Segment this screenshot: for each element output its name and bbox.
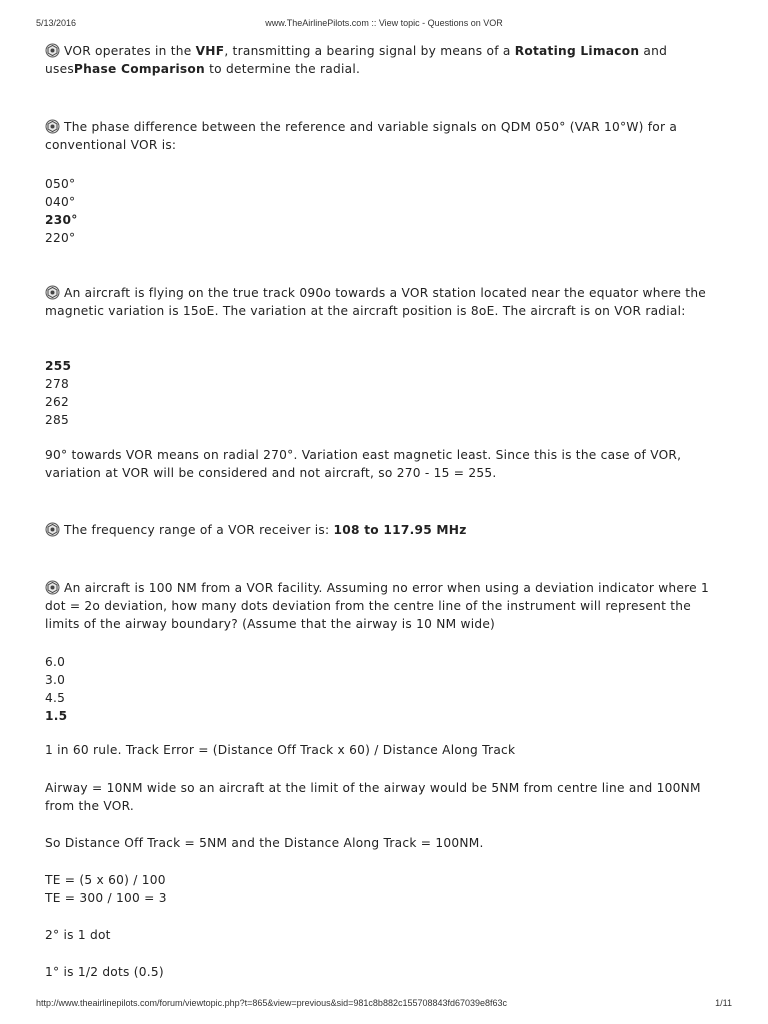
footer-url: http://www.theairlinepilots.com/forum/viewtopic.php?t=865&view=previous&sid=981c8b882c155708843fd67039e8f63c: [36, 998, 508, 1008]
post-icon: [45, 119, 60, 134]
post-icon: [45, 522, 60, 537]
question-3: An aircraft is flying on the true track 090o towards a VOR station located near the equator where the magnetic variation is 15oE. The variation at the aircraft position is 8oE. The aircraft is on VOR radial:: [45, 286, 707, 318]
post-icon: [45, 285, 60, 300]
answer: 108 to 117.95 MHz: [333, 523, 467, 537]
option: 285: [45, 413, 70, 427]
print-date: 5/13/2016: [36, 18, 77, 28]
question-4: The frequency range of a VOR receiver is: 108 to 117.95 MHz: [45, 521, 725, 539]
explanation-line: Airway = 10NM wide so an aircraft at the limit of the airway would be 5NM from centre line and 100NM from the VOR.: [45, 781, 701, 813]
page-title: www.TheAirlinePilots.com :: View topic - Questions on VOR: [265, 18, 503, 28]
option: 050°: [45, 177, 76, 191]
explanation-line: So Distance Off Track = 5NM and the Distance Along Track = 100NM.: [45, 836, 484, 850]
question-3-options: [45, 357, 71, 429]
question-3-explanation: 90° towards VOR means on radial 270°. Variation east magnetic least. Since this is the case of VOR, variation at VOR will be considered and not aircraft, so 270 - 15 = 255.: [45, 448, 682, 480]
option-correct: 230°: [45, 213, 78, 227]
question-1: VOR operates in the VHF, transmitting a bearing signal by means of a Rotating Limacon and usesPhase Comparison to determine the radial.: [45, 44, 668, 76]
explanation-line: 1 in 60 rule. Track Error = (Distance Off Track x 60) / Distance Along Track: [45, 743, 516, 757]
option: 3.0: [45, 673, 66, 687]
option-correct: 1.5: [45, 709, 68, 723]
page-number: 1/11: [715, 998, 732, 1008]
explanation-line: 2° is 1 dot: [45, 928, 111, 942]
question-2: The phase difference between the reference and variable signals on QDM 050° (VAR 10°W) for a conventional VOR is:: [45, 120, 678, 152]
explanation-line: TE = 300 / 100 = 3: [45, 891, 167, 905]
explanation-line: TE = (5 x 60) / 100: [45, 873, 166, 887]
option: 278: [45, 377, 70, 391]
option-correct: 255: [45, 359, 72, 373]
question-2-options: [45, 175, 78, 247]
option: 040°: [45, 195, 76, 209]
question-5-options: [45, 653, 67, 725]
post-icon: [45, 43, 60, 58]
post-icon: [45, 580, 60, 595]
question-5: An aircraft is 100 NM from a VOR facility. Assuming no error when using a deviation indicator where 1 dot = 2o deviation, how many dots deviation from the centre line of the instrument will represent the limits of the airway boundary? (Assume that the airway is 10 NM wide): [45, 581, 710, 631]
explanation-line: 1° is 1/2 dots (0.5): [45, 965, 164, 979]
option: 262: [45, 395, 70, 409]
option: 4.5: [45, 691, 66, 705]
option: 220°: [45, 231, 76, 245]
option: 6.0: [45, 655, 66, 669]
